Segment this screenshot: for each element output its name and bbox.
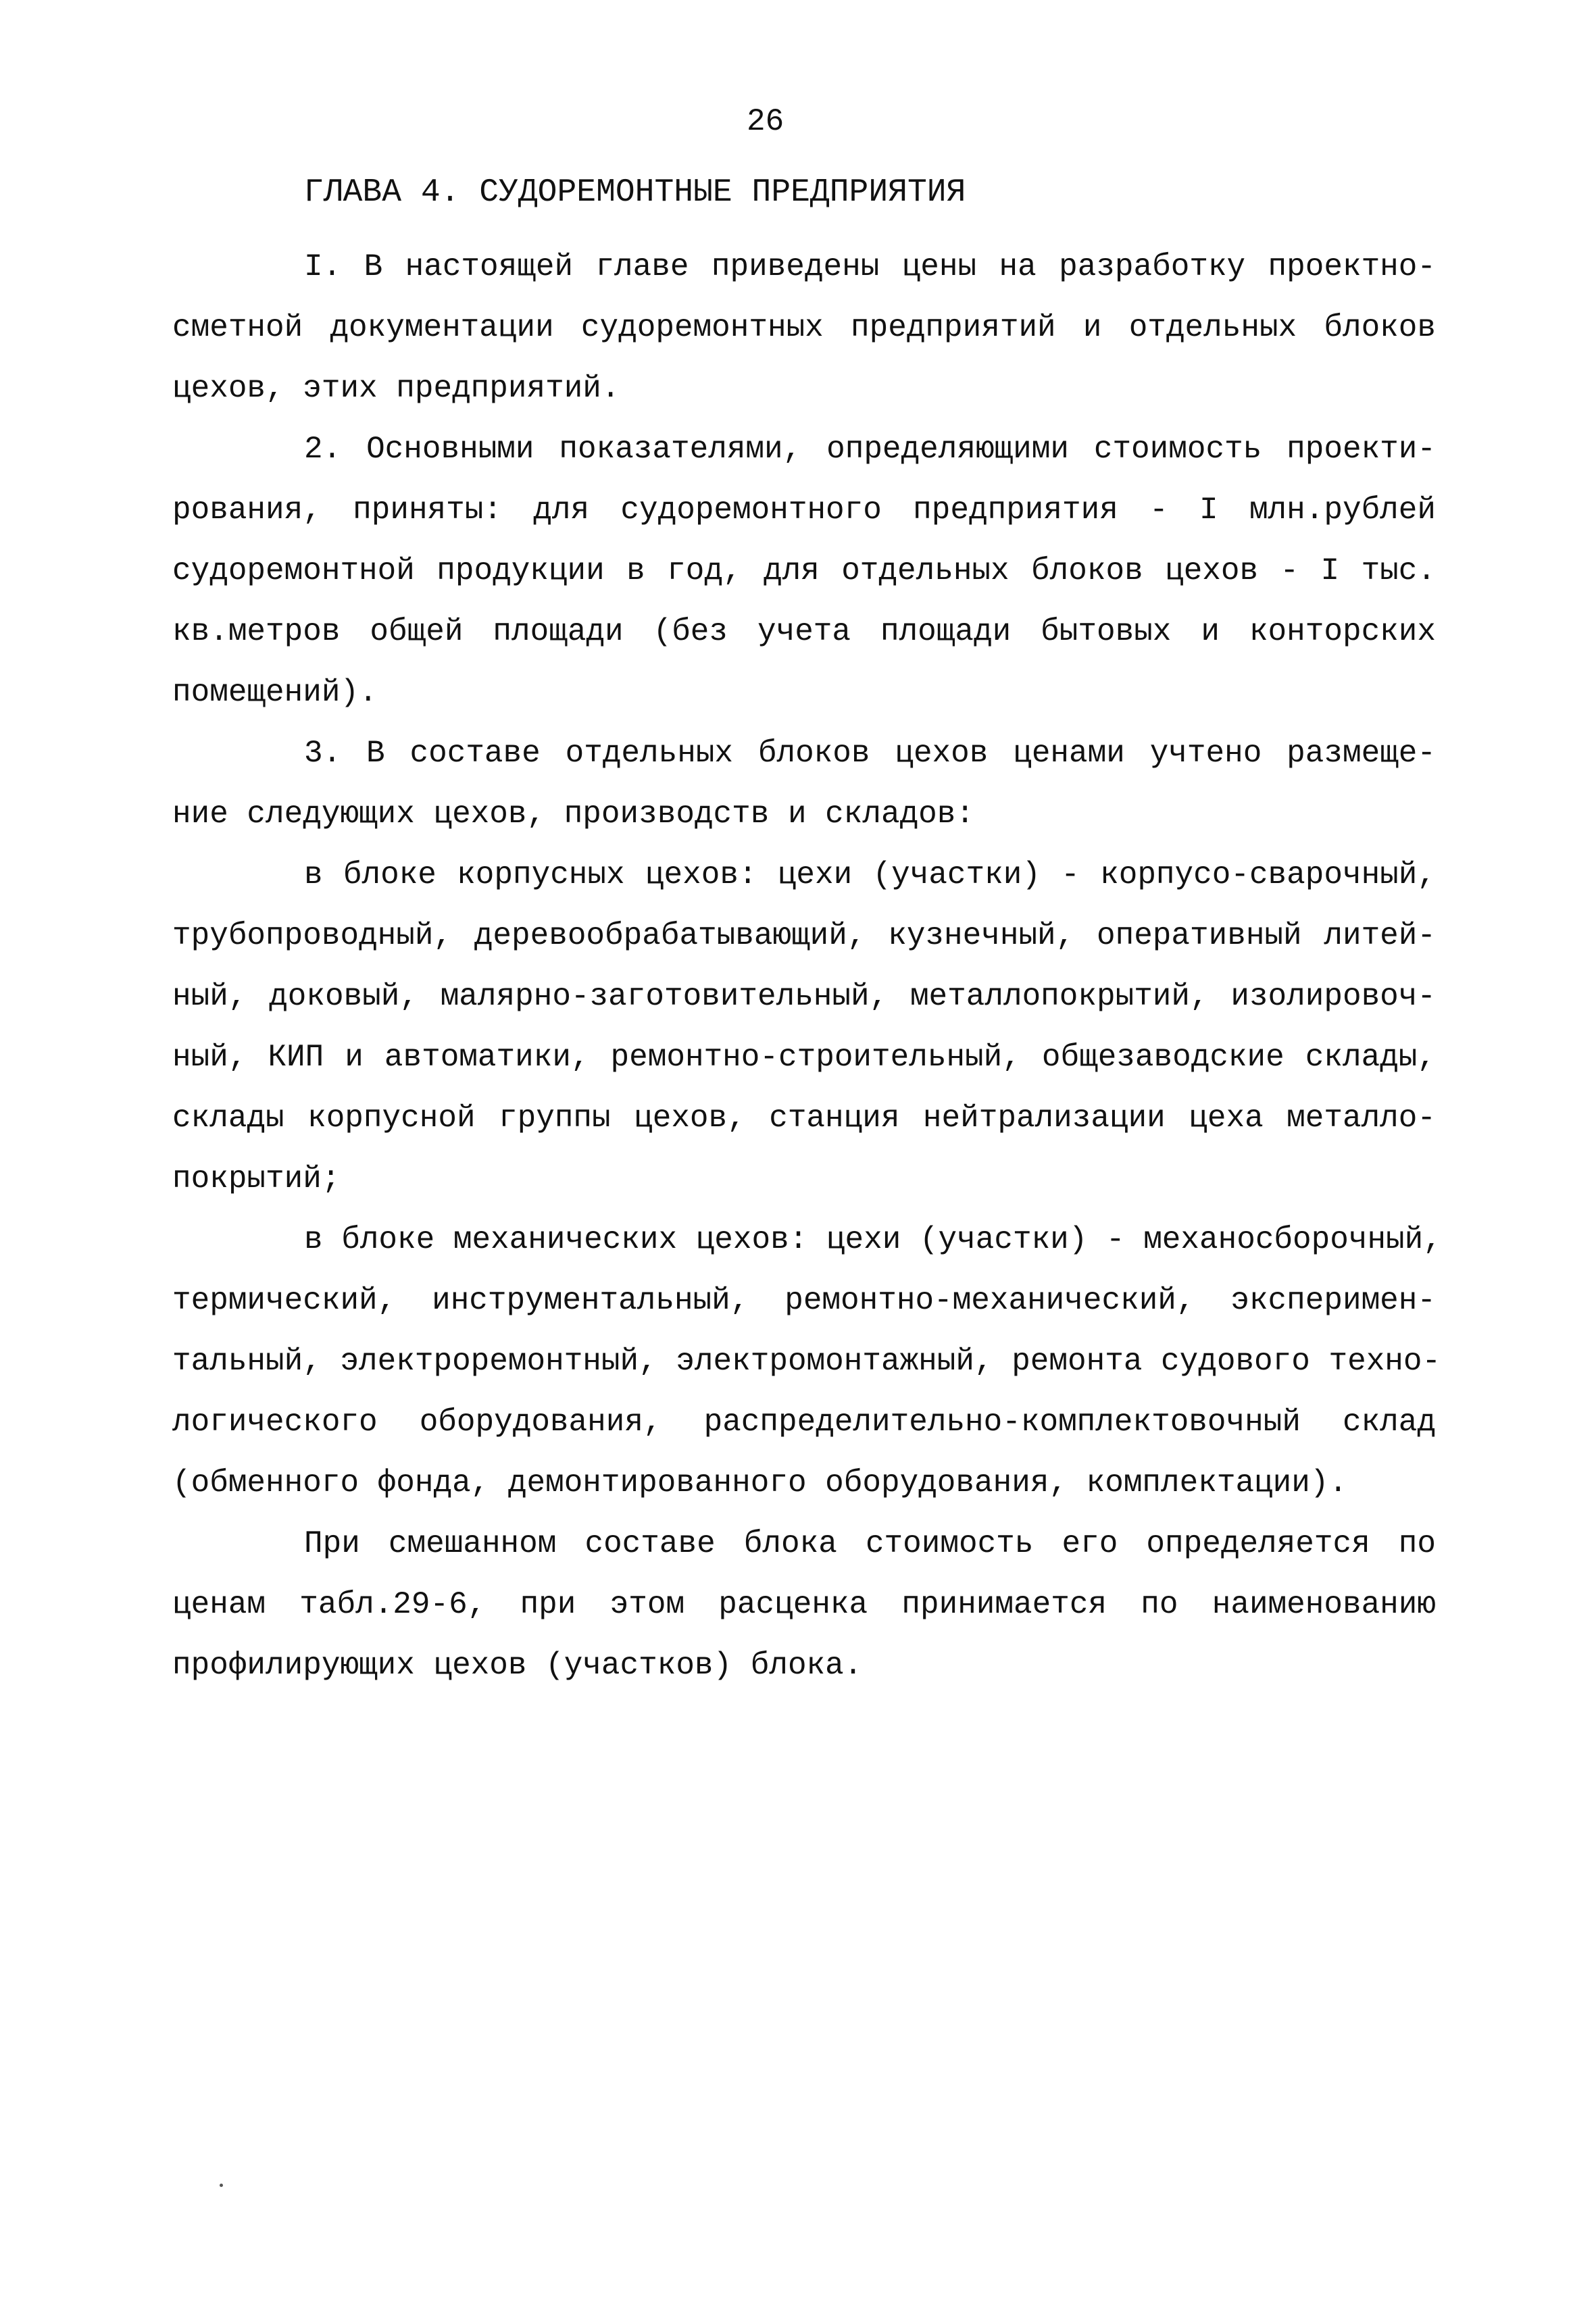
scan-speck	[220, 2184, 223, 2187]
text-line: в блоке механических цехов: цехи (участки) - механосборочный,	[304, 1222, 1442, 1257]
text-line: в блоке корпусных цехов: цехи (участки) - корпусо-сварочный,	[304, 857, 1436, 892]
text-line: 2. Основными показателями, определяющими стоимость проекти-	[304, 432, 1436, 467]
text-line: кв.метров общей площади (без учета площади бытовых и конторских	[172, 614, 1436, 649]
text-line: 3. В составе отдельных блоков цехов ценами учтено размеще-	[304, 736, 1436, 771]
text-line: логического оборудования, распределительно-комплектовочный склад	[172, 1405, 1436, 1440]
text-line: I. В настоящей главе приведены цены на разработку проектно-	[304, 249, 1436, 284]
text-line: судоремонтной продукции в год, для отдельных блоков цехов - I тыс.	[172, 553, 1436, 588]
text-line: ный, доковый, малярно-заготовительный, металлопокрытий, изолировоч-	[172, 979, 1436, 1014]
text-line: профилирующих цехов (участков) блока.	[172, 1648, 863, 1683]
text-line: сметной документации судоремонтных предприятий и отдельных блоков	[172, 310, 1436, 345]
text-line: При смешанном составе блока стоимость его определяется по	[304, 1526, 1436, 1561]
text-line: тальный, электроремонтный, электромонтажный, ремонта судового техно-	[172, 1344, 1441, 1379]
text-line: цехов, этих предприятий.	[172, 371, 620, 406]
chapter-title: ГЛАВА 4. СУДОРЕМОНТНЫЕ ПРЕДПРИЯТИЯ	[304, 174, 966, 211]
text-line: термический, инструментальный, ремонтно-механический, эксперимен-	[172, 1283, 1436, 1318]
text-line: ный, КИП и автоматики, ремонтно-строительный, общезаводские склады,	[172, 1040, 1436, 1075]
text-line: трубопроводный, деревообрабатывающий, кузнечный, оперативный литей-	[172, 918, 1436, 953]
text-line: ние следующих цехов, производств и складов:	[172, 797, 974, 832]
text-line: ценам табл.29-6, при этом расценка принимается по наименованию	[172, 1587, 1436, 1622]
text-line: склады корпусной группы цехов, станция нейтрализации цеха металло-	[172, 1101, 1436, 1136]
body-text	[172, 236, 1442, 1696]
text-line: (обменного фонда, демонтированного оборудования, комплектации).	[172, 1465, 1348, 1501]
text-line: рования, приняты: для судоремонтного предприятия - I млн.рублей	[172, 493, 1436, 528]
page-number: 26	[747, 104, 784, 139]
text-line: покрытий;	[172, 1161, 341, 1197]
text-line: помещений).	[172, 675, 378, 710]
